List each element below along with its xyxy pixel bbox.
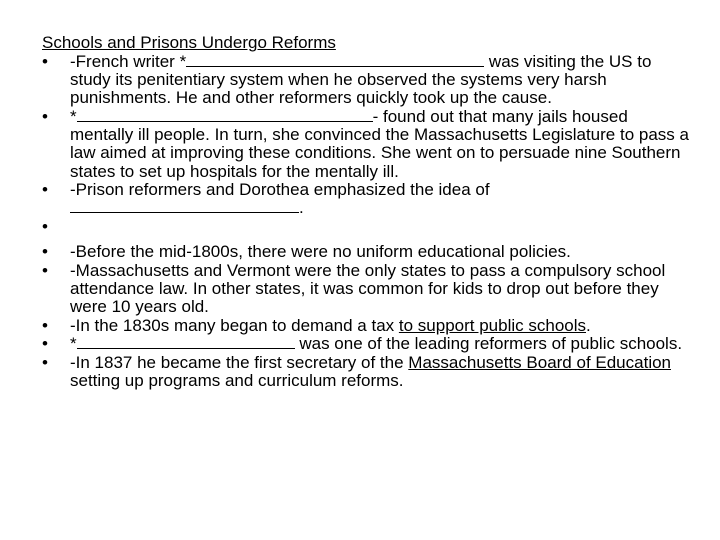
bullet-list [42,53,692,390]
list-item-public-schools-reformer [42,335,692,353]
bullet-icon: • [42,334,48,354]
item-text-post: was one of the leading reformers of public schools. [294,334,683,354]
bullet-icon: • [42,52,48,71]
item-text-post: was visiting the US to study its penitentiary system when he observed the systems very harsh punishments. He and other reformers quickly took up the cause. [70,52,652,108]
list-item-prison-reformers [42,181,692,217]
item-text-post: - found out that many jails housed mentally ill people. In turn, she convinced the Massachusetts Legislature to pass a law aimed at improving these conditions. She went on to persuade nine Southern states to set up hospitals for the mentally ill. [70,107,689,181]
list-item-educational-policies [42,243,692,261]
list-item-reformer [42,108,692,181]
bullet-icon: • [42,315,48,335]
item-text-post: setting up programs and curriculum reforms. [70,371,404,391]
fill-in-blank [186,54,484,67]
item-text-pre: * [70,334,77,354]
item-text-pre: -In the 1830s many began to demand a tax [70,315,399,335]
item-text-pre: -In 1837 he became the first secretary of the [70,352,409,372]
bullet-icon: • [42,352,48,372]
slide-title: Schools and Prisons Undergo Reforms [42,33,336,52]
item-text-pre: -Prison reformers and Dorothea emphasized the idea of [70,180,490,200]
bullet-icon: • [42,217,48,236]
bullet-icon: • [42,260,48,280]
slide [42,32,692,391]
bullet-icon: • [42,107,48,126]
fill-in-blank [77,109,373,122]
list-item-board-of-education [42,354,692,390]
item-text: -Before the mid-1800s, there were no uniform educational policies. [70,242,571,262]
list-item-empty [42,218,692,236]
fill-in-blank [70,200,299,213]
item-text-post: . [299,198,304,218]
list-item-attendance-law [42,262,692,317]
underlined-phrase: to support public schools [398,315,586,335]
item-text-post: . [586,315,591,335]
bullet-icon: • [42,180,48,200]
fill-in-blank [77,336,295,349]
item-text: -Massachusetts and Vermont were the only states to pass a compulsory school attendance law. In other states, it was common for kids to drop out before they were 10 years old. [70,260,666,317]
item-text-pre: * [70,107,77,126]
bullet-icon: • [42,242,48,262]
list-item-tax [42,317,692,335]
item-text-pre: -French writer * [70,52,187,71]
underlined-phrase: Massachusetts Board of Education [408,352,671,372]
list-item-french-writer [42,53,692,108]
